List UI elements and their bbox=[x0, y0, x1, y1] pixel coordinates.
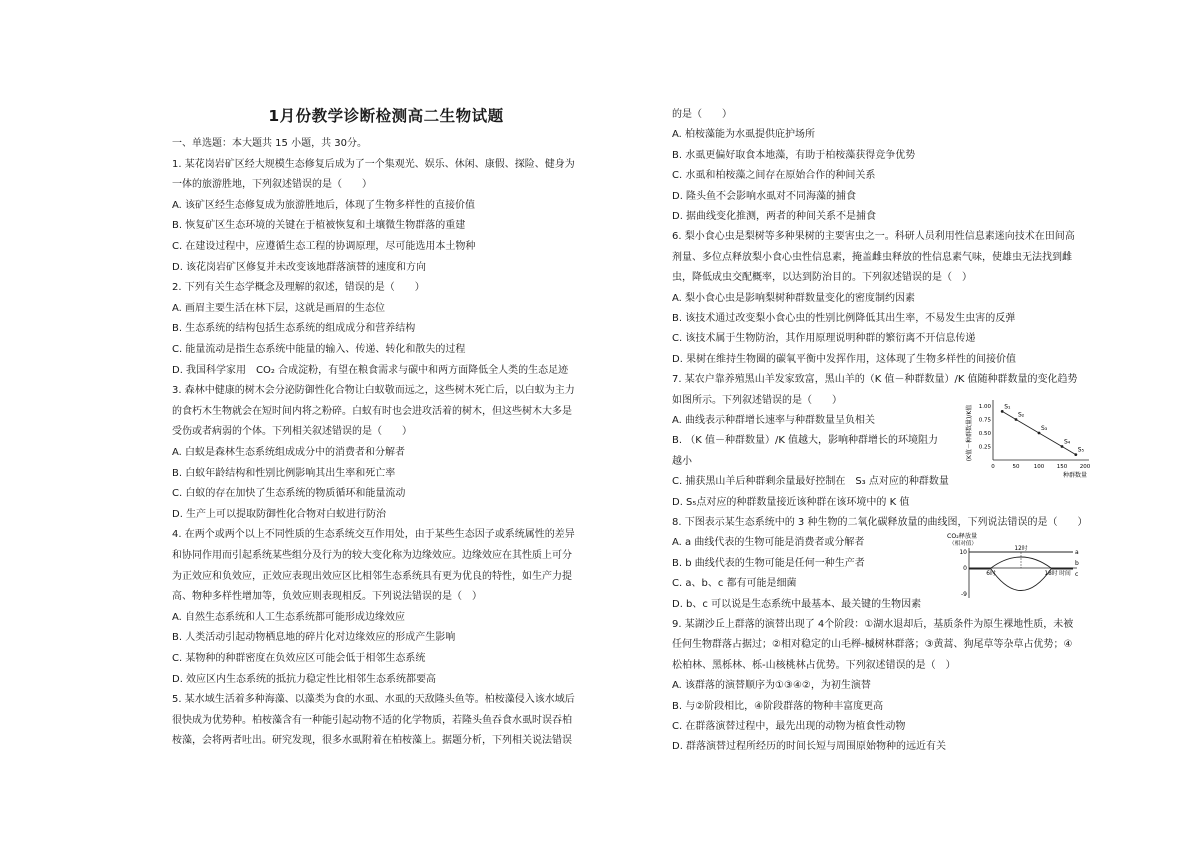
text-line: D. 据曲线变化推测，两者的种间关系不是捕食 bbox=[672, 211, 877, 222]
text-line: 高、物种多样性增加等，负效应则表现相反。下列说法错误的是（ ） bbox=[172, 591, 482, 603]
series-c-label: c bbox=[1075, 571, 1079, 578]
point-label: S₁ bbox=[1004, 403, 1011, 411]
data-point bbox=[1038, 432, 1041, 435]
data-point bbox=[1061, 445, 1064, 448]
x-tick-label: 200 bbox=[1079, 464, 1091, 470]
point-label: S₄ bbox=[1064, 438, 1071, 446]
text-line: 3. 森林中健康的树木会分泌防御性化合物让白蚁敬而远之，这些树木死亡后，以白蚁为主力 bbox=[172, 385, 575, 397]
text-line: B. 恢复矿区生态环境的关键在于植被恢复和土壤微生物群落的重建 bbox=[172, 220, 466, 232]
text-line: 4. 在两个或两个以上不同性质的生态系统交互作用处，由于某些生态因子或系统属性的差异 bbox=[172, 529, 575, 541]
text-line: D. 群落演替过程所经历的时间长短与周围原始物种的远近有关 bbox=[672, 741, 947, 753]
data-point bbox=[1015, 418, 1018, 421]
y-tick-label: 10 bbox=[959, 549, 967, 556]
text-line: C. 捕获黑山羊后种群剩余量最好控制在 S₃ 点对应的种群数量 bbox=[672, 476, 949, 488]
y-tick-label: 0.50 bbox=[978, 431, 991, 437]
point-label: S₂ bbox=[1018, 411, 1025, 419]
x-tick-label: 150 bbox=[1056, 464, 1068, 470]
data-point bbox=[1001, 410, 1004, 413]
text-line: 和协同作用而引起系统某些组分及行为的较大变化称为边缘效应。边缘效应在其性质上可分 bbox=[172, 550, 572, 561]
text-line: C. 白蚁的存在加快了生态系统的物质循环和能量流动 bbox=[172, 488, 406, 500]
text-line: 很快成为优势种。柏桉藻含有一种能引起动物不适的化学物质，若隆头鱼吞食水虱时误吞柏 bbox=[172, 714, 572, 726]
text-line: D. 效应区内生态系统的抵抗力稳定性比相邻生态系统都要高 bbox=[172, 673, 437, 685]
text-line: A. a 曲线代表的生物可能是消费者或分解者 bbox=[672, 537, 865, 549]
y-tick-label: 0.75 bbox=[978, 417, 991, 424]
x-tick-label: 18时 bbox=[1044, 571, 1058, 577]
text-line: 剂量、多位点释放梨小食心虫性信息素，掩盖雌虫释放的性信息素气味，使雄虫无法找到雌 bbox=[672, 251, 1072, 263]
text-line: A. 画眉主要生活在林下层，这就是画眉的生态位 bbox=[172, 302, 386, 314]
text-line: C. a、b、c 都有可能是细菌 bbox=[672, 578, 797, 590]
x-tick-label: 6时 bbox=[986, 571, 996, 577]
text-line: A. 白蚁是森林生态系统组成成分中的消费者和分解者 bbox=[172, 447, 406, 458]
text-line: B. 水虱更偏好取食本地藻，有助于柏桉藻获得竞争优势 bbox=[672, 149, 916, 161]
text-line: 受伤或者病弱的个体。下列相关叙述错误的是（ ） bbox=[172, 426, 412, 438]
text-line: 松柏林、黑栎林、栎-山核桃林占优势。下列叙述错误的是（ ） bbox=[672, 659, 956, 671]
x-tick-label: 12时 bbox=[1014, 546, 1028, 552]
data-point bbox=[1074, 453, 1077, 456]
series-b-label: b bbox=[1075, 560, 1079, 567]
text-line: B. 生态系统的结构包括生态系统的组成成分和营养结构 bbox=[172, 323, 416, 335]
x-tick-label: 50 bbox=[1012, 464, 1020, 470]
text-line: 9. 某湖沙丘上群落的演替出现了 4个阶段：①湖水退却后，基质条件为原生裸地性质，未被 bbox=[672, 619, 1074, 630]
text-line: D. 生产上可以提取防御性化合物对白蚁进行防治 bbox=[172, 508, 387, 520]
text-line: C. 该技术属于生物防治，其作用原理说明种群的繁衍离不开信息传递 bbox=[672, 333, 976, 345]
y-tick-label: 0.25 bbox=[978, 444, 991, 451]
text-line: 虫，降低成虫交配概率，以达到防治目的。下列叙述错误的是（ ） bbox=[672, 272, 972, 284]
text-line: A. 自然生态系统和人工生态系统都可能形成边缘效应 bbox=[172, 611, 406, 623]
text-line: 一体的旅游胜地，下列叙述错误的是（ ） bbox=[172, 179, 372, 191]
text-line: 为正效应和负效应，正效应表现出效应区比相邻生态系统具有更为优良的特性，如生产力提 bbox=[172, 570, 572, 582]
text-line: B. （K 值－种群数量）/K 值越大，影响种群增长的环境阻力 bbox=[672, 435, 939, 447]
y-axis-label-unit: （相对值） bbox=[949, 541, 977, 547]
text-line: C. 在群落演替过程中，最先出现的动物为植食性动物 bbox=[672, 721, 906, 732]
text-line: C. 水虱和柏桉藻之间存在原始合作的种间关系 bbox=[672, 170, 876, 182]
text-line: B. 该技术通过改变梨小食心虫的性别比例降低其出生率，不易发生虫害的反弹 bbox=[672, 313, 1016, 324]
co2-release-chart bbox=[945, 532, 1090, 604]
y-tick-label: -9 bbox=[961, 591, 967, 598]
text-line: 越小 bbox=[672, 455, 692, 467]
co2-release-chart-svg bbox=[945, 532, 1090, 604]
text-line: A. 曲线表示种群增长速率与种群数量呈负相关 bbox=[672, 415, 876, 426]
x-axis-label: 种群数量 bbox=[1062, 472, 1088, 479]
text-line: D. S₅点对应的种群数量接近该种群在该环境中的 K 值 bbox=[672, 496, 910, 508]
point-label: S₅ bbox=[1077, 446, 1085, 454]
text-line: 的是（ ） bbox=[672, 109, 732, 120]
text-line: D. 该花岗岩矿区修复并未改变该地群落演替的速度和方向 bbox=[172, 261, 427, 273]
text-line: D. 隆头鱼不会影响水虱对不同海藻的捕食 bbox=[672, 190, 857, 202]
k-value-chart bbox=[965, 390, 1095, 490]
text-line: C. 在建设过程中，应遵循生态工程的协调原理，尽可能选用本土物种 bbox=[172, 241, 476, 252]
text-line: 8. 下图表示某生态系统中的 3 种生物的二氧化碳释放量的曲线图，下列说法错误的是（ ） bbox=[672, 517, 1088, 528]
text-line: D. 果树在维持生物圈的碳氧平衡中发挥作用，这体现了生物多样性的间接价值 bbox=[672, 353, 1017, 365]
point-label: S₃ bbox=[1041, 425, 1048, 432]
text-line: D. 我国科学家用 CO₂ 合成淀粉，有望在粮食需求与碳中和两方面降低全人类的生态足迹 bbox=[172, 364, 569, 376]
text-line: C. 某物种的种群密度在负效应区可能会低于相邻生态系统 bbox=[172, 653, 426, 664]
text-line: 如图所示。下列叙述错误的是（ ） bbox=[672, 394, 842, 406]
y-tick-label: 0 bbox=[963, 565, 967, 572]
x-tick-label: 0 bbox=[991, 464, 995, 470]
text-line: A. 梨小食心虫是影响梨树种群数量变化的密度制约因素 bbox=[672, 292, 916, 304]
text-line: 7. 某农户靠养殖黑山羊发家致富，黑山羊的（K 值－种群数量）/K 值随种群数量的变化趋势 bbox=[672, 374, 1078, 386]
y-tick-label: 1.00 bbox=[978, 404, 991, 410]
series-a-label: a bbox=[1075, 549, 1079, 556]
exam-title: 1月份教学诊断检测高二生物试题 bbox=[268, 107, 504, 125]
text-line: 的食朽木生物就会在短时间内将之粉碎。白蚁有时也会进攻活着的树木，但这些树木大多是 bbox=[172, 405, 572, 417]
y-axis-label: CO₂释放量 bbox=[947, 533, 978, 540]
text-line: D. b、c 可以说是生态系统中最基本、最关键的生物因素 bbox=[672, 598, 922, 610]
text-line: 5. 某水域生活着多种海藻、以藻类为食的水虱、水虱的天敌隆头鱼等。柏桉藻侵入该水域后 bbox=[172, 694, 575, 706]
text-line: 一、单选题：本大题共 15 小题，共 30分。 bbox=[172, 138, 367, 149]
text-line: A. 该群落的演替顺序为①③④②，为初生演替 bbox=[672, 680, 871, 692]
k-value-chart-svg bbox=[965, 390, 1095, 490]
text-line: B. 白蚁年龄结构和性别比例影响其出生率和死亡率 bbox=[172, 467, 396, 479]
text-line: C. 能量流动是指生态系统中能量的输入、传递、转化和散失的过程 bbox=[172, 344, 466, 355]
x-axis-label: 时间 bbox=[1059, 571, 1071, 577]
text-line: 任何生物群落占据过；②相对稳定的山毛榉-槭树林群落；③黄蒿、狗尾草等杂草占优势；④ bbox=[672, 639, 1073, 651]
text-line: B. 人类活动引起动物栖息地的碎片化对边缘效应的形成产生影响 bbox=[172, 632, 456, 644]
text-line: A. 该矿区经生态修复成为旅游胜地后，体现了生物多样性的直接价值 bbox=[172, 199, 476, 211]
text-line: 1. 某花岗岩矿区经大规模生态修复后成为了一个集观光、娱乐、休闲、康假、探险、健身为 bbox=[172, 158, 575, 170]
y-axis-label: (K值－种群数量)/K值 bbox=[966, 404, 973, 462]
text-line: 6. 梨小食心虫是梨树等多种果树的主要害虫之一。科研人员利用性信息素迷向技术在田间高 bbox=[672, 231, 1075, 243]
text-line: 2. 下列有关生态学概念及理解的叙述，错误的是（ ） bbox=[172, 282, 425, 294]
x-tick-label: 100 bbox=[1033, 464, 1045, 470]
text-line: B. b 曲线代表的生物可能是任何一种生产者 bbox=[672, 557, 865, 569]
text-line: B. 与②阶段相比，④阶段群落的物种丰富度更高 bbox=[672, 700, 884, 712]
text-line: A. 柏桉藻能为水虱提供庇护场所 bbox=[672, 129, 816, 141]
text-line: 桉藻，会将两者吐出。研究发现，很多水虱附着在柏桉藻上。据题分析，下列相关说法错误 bbox=[172, 735, 572, 747]
